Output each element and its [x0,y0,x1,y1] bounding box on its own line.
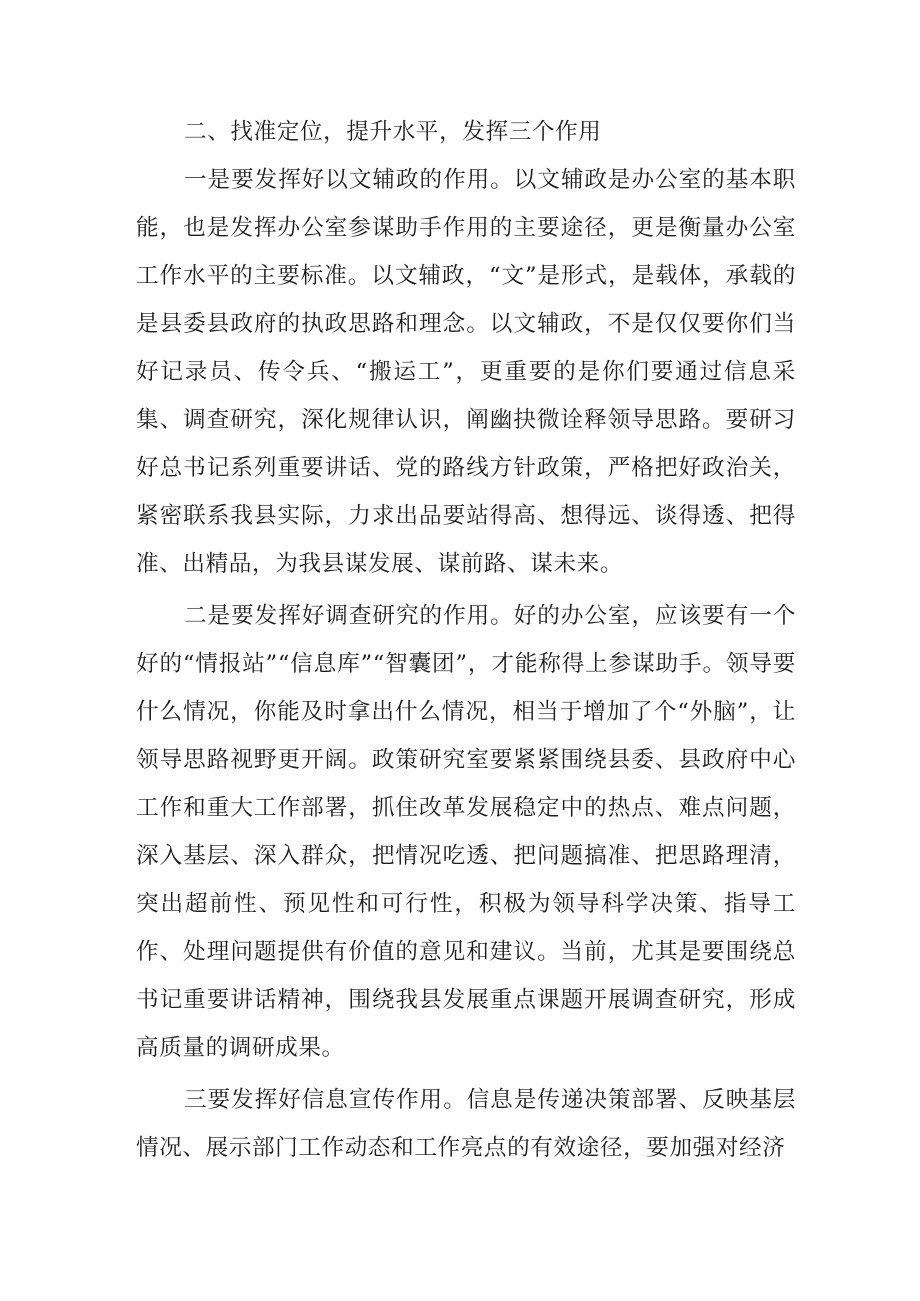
section-heading: 二、找准定位，提升水平，发挥三个作用 [184,119,602,145]
paragraph-research: 二是要发挥好调查研究的作用。好的办公室，应该要有一个好的“情报站”“信息库”“智囊团”，才能称得上参谋助手。领导要什么情况，你能及时拿出什么情况，相当于增加了个“外脑”，让领导思路视野更开阔。政策研究室要紧紧围绕县委、县政府中心工作和重大工作部署，抓住改革发展稳定中的热点、难点问题，深入基层、深入群众，把情况吃透、把问题搞准、把思路理清，突出超前性、预见性和可行性，积极为领导科学决策、指导工作、处理问题提供有价值的意见和建议。当前，尤其是要围绕总书记重要讲话精神，围绕我县发展重点课题开展调查研究，形成高质量的调研成果。 [136,603,796,1061]
document-body [136,108,796,1172]
paragraph-text-assist-governance: 一是要发挥好以文辅政的作用。以文辅政是办公室的基本职能，也是发挥办公室参谋助手作用的主要途径，更是衡量办公室工作水平的主要标准。以文辅政，“文”是形式，是载体，承载的是县委县政府的执政思路和理念。以文辅政，不是仅仅要你们当好记录员、传令兵、“搬运工”，更重要的是你们要通过信息采集、调查研究，深化规律认识，阐幽抉微诠释领导思路。要研习好总书记系列重要讲话、党的路线方针政策，严格把好政治关，紧密联系我县实际，力求出品要站得高、想得远、谈得透、把得准、出精品，为我县谋发展、谋前路、谋未来。 [136,167,796,577]
paragraph-information-publicity: 三要发挥好信息宣传作用。信息是传递决策部署、反映基层情况、展示部门工作动态和工作亮点的有效途径，要加强对经济 [136,1087,796,1161]
